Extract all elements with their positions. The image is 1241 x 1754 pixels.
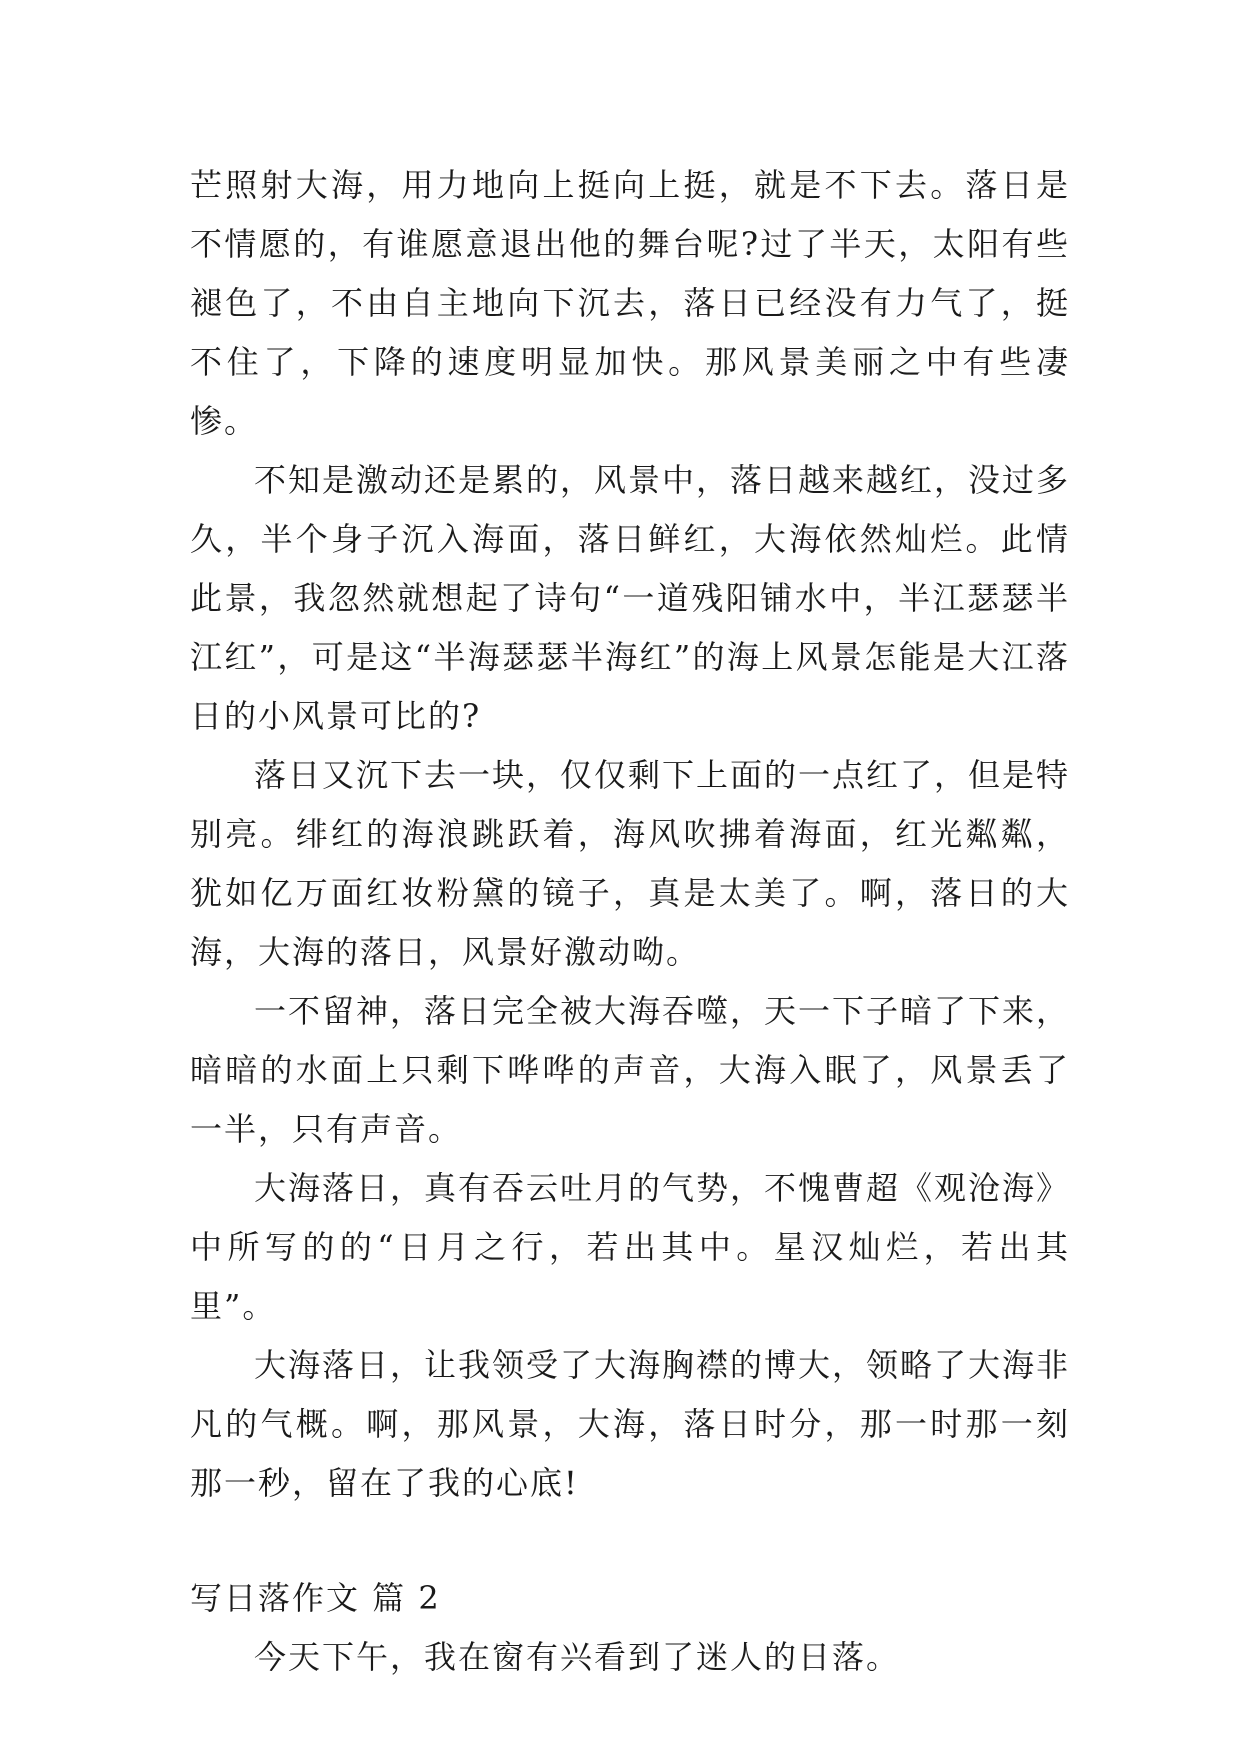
paragraph-6: 大海落日，让我领受了大海胸襟的博大，领略了大海非凡的气概。啊，那风景，大海，落日时分，那一时那一刻那一秒，留在了我的心底! — [190, 1346, 1071, 1502]
section-paragraph-1: 今天下午，我在窗有兴看到了迷人的日落。 — [254, 1638, 901, 1676]
document-body — [190, 156, 1070, 1687]
paragraph-1: 芒照射大海，用力地向上挺向上挺，就是不下去。落日是不情愿的，有谁愿意退出他的舞台呢?过了半天，太阳有些褪色了，不由自主地向下沉去，落日已经没有力气了，挺不住了，下降的速度明显加快。那风景美丽之中有些凄惨。 — [190, 166, 1070, 440]
paragraph-3: 落日又沉下去一块，仅仅剩下上面的一点红了，但是特别亮。绯红的海浪跳跃着，海风吹拂着海面，红光粼粼，犹如亿万面红妆粉黛的镜子，真是太美了。啊，落日的大海，大海的落日，风景好激动呦。 — [190, 756, 1071, 971]
paragraph-5: 大海落日，真有吞云吐月的气势，不愧曹超《观沧海》中所写的的“日月之行，若出其中。星汉灿烂，若出其里”。 — [190, 1169, 1071, 1325]
paragraph-4: 一不留神，落日完全被大海吞噬，天一下子暗了下来，暗暗的水面上只剩下哗哗的声音，大海入眠了，风景丢了一半，只有声音。 — [190, 992, 1071, 1148]
section-heading: 写日落作文 篇 2 — [190, 1579, 441, 1617]
paragraph-2: 不知是激动还是累的，风景中，落日越来越红，没过多久，半个身子沉入海面，落日鲜红，大海依然灿烂。此情此景，我忽然就想起了诗句“一道残阳铺水中，半江瑟瑟半江红”，可是这“半海瑟瑟半海红”的海上风景怎能是大江落日的小风景可比的? — [190, 461, 1071, 735]
